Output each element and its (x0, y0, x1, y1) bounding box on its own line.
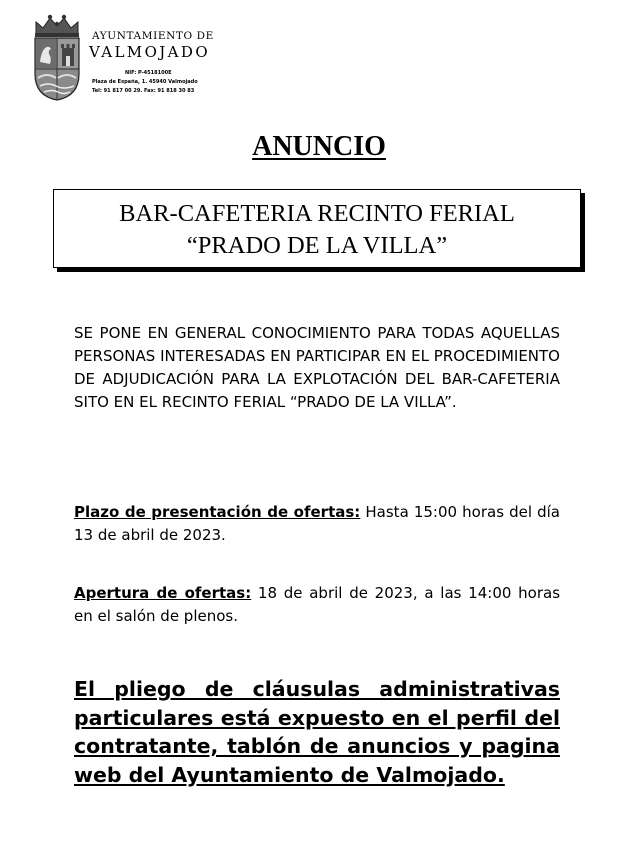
deadline-paragraph (74, 501, 560, 547)
address-text: Plaza de España, 1. 45940 Valmojado (92, 79, 198, 85)
closing-paragraph: El pliego de cláusulas administrativas particulares está expuesto en el perfil del contratante, tablón de anuncios y pagina web del Ayuntamiento de Valmojado. (74, 677, 560, 787)
phone-text: Tel: 91 817 00 29. Fax: 91 818 30 83 (92, 88, 195, 94)
deadline-text: Hasta 15:00 horas del día 13 de abril de 2023. (74, 503, 560, 544)
letterhead (30, 12, 230, 102)
subject-line-2: “PRADO DE LA VILLA” (186, 232, 448, 259)
subject-box (53, 189, 581, 268)
page-title: ANUNCIO (252, 131, 386, 162)
municipality-label: AYUNTAMIENTO DE (92, 30, 214, 42)
municipality-name: VALMOJADO (89, 43, 211, 61)
coat-of-arms-icon (30, 12, 84, 102)
opening-label: Apertura de ofertas: (74, 584, 252, 602)
opening-text: 18 de abril de 2023, a las 14:00 horas en el salón de plenos. (74, 584, 561, 625)
deadline-label: Plazo de presentación de ofertas: (74, 503, 361, 521)
intro-paragraph: SE PONE EN GENERAL CONOCIMIENTO PARA TODAS AQUELLAS PERSONAS INTERESADAS EN PARTICIPAR EN EL PROCEDIMIENTO DE ADJUDICACIÓN PARA LA EXPLOTACIÓN DEL BAR-CAFETERIA SITO EN EL RECINTO FERIAL “PRADO DE LA VILLA”. (74, 324, 560, 411)
nif-text: NIF: P-4518100E (125, 70, 172, 76)
opening-paragraph (74, 582, 560, 628)
subject-line-1: BAR-CAFETERIA RECINTO FERIAL (119, 200, 515, 227)
